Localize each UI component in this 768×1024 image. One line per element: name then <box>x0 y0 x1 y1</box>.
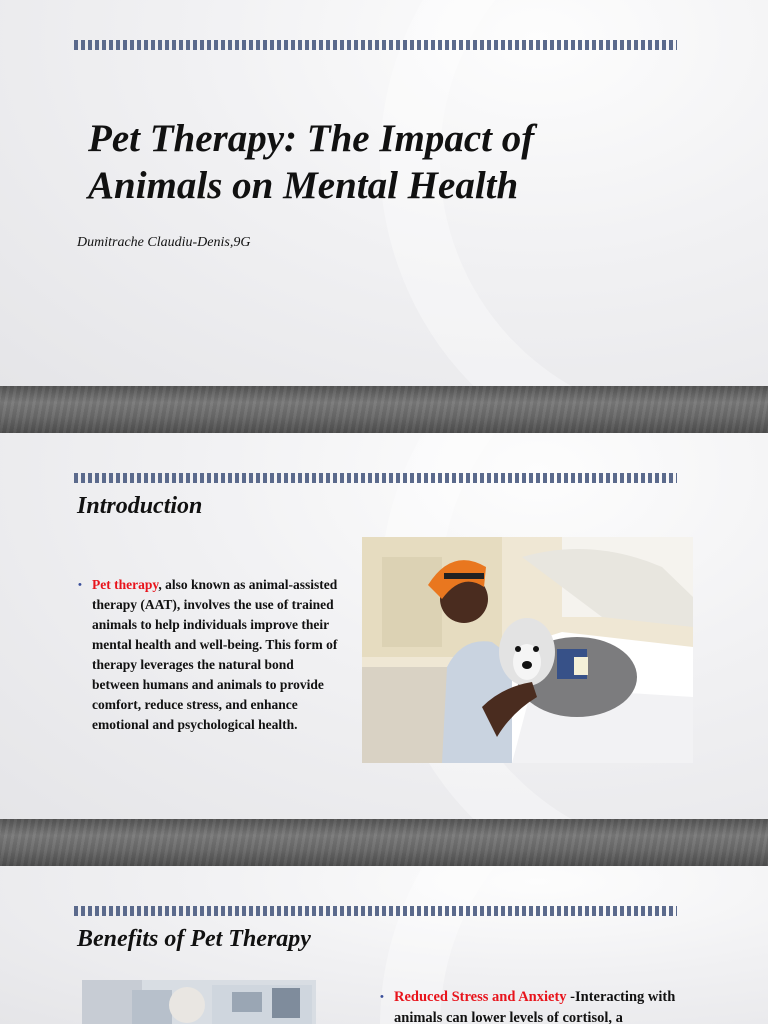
slide-benefits <box>0 866 768 1024</box>
hospital-patient-photo <box>82 980 316 1024</box>
slide-heading: Introduction <box>77 493 203 519</box>
bullet-highlight: Reduced Stress and Anxiety <box>394 989 567 1005</box>
bullet-dot-icon: • <box>78 579 82 591</box>
bullet-item <box>380 987 694 1024</box>
slide-divider <box>0 386 768 433</box>
slide-title <box>0 0 768 386</box>
bullet-text: -Interacting with animals can lower levels of cortisol, a <box>394 989 676 1024</box>
presentation-title: Pet Therapy: The Impact of Animals on Mental Health <box>88 117 535 207</box>
patient-with-therapy-dog-photo <box>362 537 693 763</box>
author-name: Dumitrache Claudiu-Denis,9G <box>77 235 251 250</box>
bullet-text: , also known as animal-assisted therapy (AAT), involves the use of trained animals to help individuals improve their mental health and well-being. This form of therapy leverages the natural bond between humans and animals to provide comfort, reduce stress, and enhance emotional and psychological health. <box>92 577 338 732</box>
stripe-bar <box>74 473 677 483</box>
slide-divider <box>0 819 768 866</box>
slide-heading: Benefits of Pet Therapy <box>77 926 311 952</box>
stripe-bar <box>74 906 677 916</box>
slide-introduction <box>0 433 768 819</box>
stripe-bar <box>74 40 677 50</box>
bullet-item <box>78 575 342 735</box>
bullet-dot-icon: • <box>380 991 384 1003</box>
bullet-highlight: Pet therapy <box>92 577 159 592</box>
